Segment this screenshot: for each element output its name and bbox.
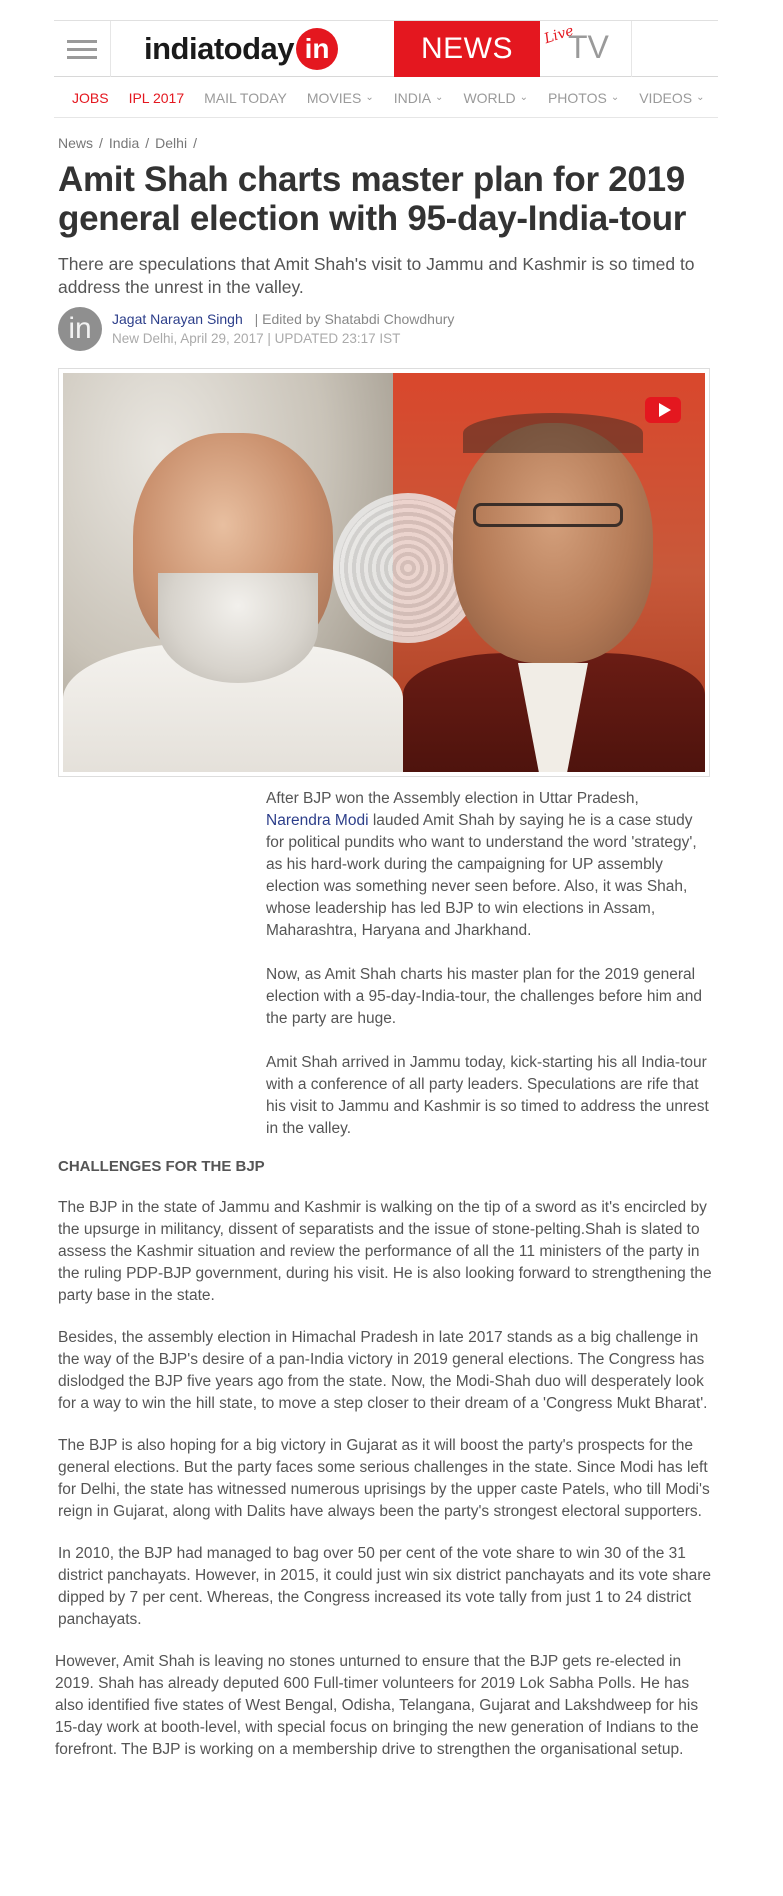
breadcrumb-separator: / — [99, 135, 103, 151]
live-tv-button[interactable] — [540, 21, 632, 77]
chevron-down-icon: ⌄ — [696, 92, 705, 103]
lead-paragraph: Amit Shah arrived in Jammu today, kick-starting his all India-tour with a conference of all party leaders. Speculations are rife that his visit to Jammu and Kashmir is so timed to address the unrest in the valley. — [266, 1054, 709, 1137]
breadcrumb-india[interactable]: India — [108, 135, 140, 151]
lead-p1-text-cont: lauded Amit Shah by saying he is a case study for political pundits who want to understand the word 'strategy', as his hard-work during the campaigning for UP assembly election was something never seen before. Also, it was Shah, whose leadership has led BJP to win elections in Assam, Maharashtra, Haryana and Jharkhand. — [266, 812, 697, 939]
chevron-down-icon: ⌄ — [610, 92, 620, 103]
nav-item-photos[interactable] — [548, 90, 619, 106]
nav-item-movies[interactable] — [307, 90, 374, 106]
author-avatar: in — [58, 307, 102, 351]
breadcrumb — [58, 135, 203, 151]
lead-paragraph — [266, 788, 712, 942]
breadcrumb-separator: / — [145, 135, 150, 151]
site-logo[interactable] — [144, 29, 338, 69]
author-line — [112, 311, 454, 327]
nav-item-label: IPL 2017 — [128, 89, 185, 106]
article-headline: Amit Shah charts master plan for 2019 general election with 95-day-India-tour — [58, 160, 687, 238]
lead-paragraph: Now, as Amit Shah charts his master plan for the 2019 general election with a 95-day-India-tour, the challenges before him and the party are huge. — [266, 966, 702, 1027]
nav-item-label: VIDEOS — [639, 89, 693, 106]
main-nav — [54, 78, 718, 118]
photo-person-right-head — [453, 423, 653, 663]
photo-person-right-hair — [463, 413, 643, 453]
nav-item-label: PHOTOS — [547, 89, 607, 106]
news-section-button[interactable]: NEWS — [394, 21, 540, 77]
chevron-down-icon: ⌄ — [435, 92, 444, 103]
nav-item-india[interactable] — [394, 90, 444, 106]
breadcrumb-delhi[interactable]: Delhi — [155, 135, 188, 151]
article-lead — [266, 788, 712, 1162]
nav-item-label: MAIL TODAY — [204, 89, 287, 106]
chevron-down-icon: ⌄ — [519, 92, 528, 103]
nav-item-mail-today[interactable] — [204, 90, 287, 106]
section-heading: CHALLENGES FOR THE BJP — [58, 1158, 265, 1175]
play-icon[interactable] — [645, 397, 681, 423]
nav-item-jobs[interactable] — [72, 90, 109, 106]
body-paragraph: In 2010, the BJP had managed to bag over 50 per cent of the vote share to win 30 of the 31 district panchayats. However, in 2015, it could just win six district panchayats and its vote share dipped by 7 per cent. Whereas, the Congress increased its vote tally from just 1 to 24 district panchayats. — [58, 1545, 712, 1628]
logo-text: indiatoday — [144, 31, 295, 66]
nav-item-ipl-2017[interactable] — [129, 90, 185, 106]
site-header — [54, 20, 718, 77]
nav-item-label: INDIA — [393, 89, 432, 106]
author-link[interactable]: Jagat Narayan Singh — [112, 311, 243, 327]
editor-credit: | Edited by Shatabdi Chowdhury — [254, 311, 455, 327]
narendra-modi-link[interactable]: Narendra Modi — [266, 812, 369, 829]
nav-item-label: MOVIES — [306, 89, 362, 106]
nav-item-world[interactable] — [463, 90, 528, 106]
photo-person-left-beard — [158, 573, 318, 683]
article-dateline: New Delhi, April 29, 2017 | UPDATED 23:17 IST — [112, 331, 401, 346]
body-paragraph: However, Amit Shah is leaving no stones unturned to ensure that the BJP gets re-elected in 2019. Shah has already deputed 600 Full-timer volunteers for 2019 Lok Sabha Polls. He has also identified five states of West Bengal, Odisha, Telangana, Gujarat and Lakshdweep for his 15-day work at booth-level, with special focus on bringing the new generation of Indians to the forefront. The BJP is working on a membership drive to strengthen the organisational setup. — [55, 1653, 699, 1758]
breadcrumb-separator: / — [193, 135, 197, 151]
article-photo[interactable] — [63, 373, 705, 772]
nav-item-videos[interactable] — [639, 90, 704, 106]
nav-item-label: JOBS — [72, 89, 109, 106]
lead-p1-text: After BJP won the Assembly election in Uttar Pradesh, — [266, 790, 639, 807]
chevron-down-icon: ⌄ — [365, 92, 374, 103]
article-body — [55, 1197, 714, 1781]
live-label: Live — [542, 22, 576, 48]
article-summary: There are speculations that Amit Shah's visit to Jammu and Kashmir is so timed to address the unrest in the valley. — [58, 254, 695, 297]
article-video-thumbnail[interactable] — [58, 368, 710, 777]
body-paragraph: The BJP is also hoping for a big victory in Gujarat as it will boost the party's prospects for the general elections. But the party faces some serious challenges in the state. Since Modi has left for Delhi, the state has witnessed numerous uprisings by the upper caste Patels, who till Modi's reign in Gujarat, along with Dalits have always been the party's strongest electoral supporters. — [58, 1437, 710, 1520]
body-paragraph: The BJP in the state of Jammu and Kashmir is walking on the tip of a sword as it's encircled by the upsurge in militancy, dissent of separatists and the issue of stone-pelting.Shah is slated to assess the Kashmir situation and review the performance of all the 11 ministers of the party in the ruling PDP-BJP government, during his visit. He is also looking forward to strengthening the party base in the state. — [58, 1199, 712, 1304]
photo-glasses — [473, 503, 623, 527]
tv-label: TV — [568, 29, 609, 65]
hamburger-menu-icon[interactable] — [54, 21, 111, 77]
breadcrumb-news[interactable]: News — [58, 135, 94, 151]
byline — [58, 307, 718, 353]
body-paragraph: Besides, the assembly election in Himachal Pradesh in late 2017 stands as a big challenge in the way of the BJP's desire of a pan-India victory in 2019 general elections. The Congress has dislodged the BJP five years ago from the state. Now, the Modi-Shah duo will desperately look for a way to win the hill state, to move a step closer to their dream of a 'Congress Mukt Bharat'. — [58, 1329, 708, 1412]
logo-in-badge: in — [296, 28, 338, 70]
nav-item-label: WORLD — [463, 89, 516, 106]
